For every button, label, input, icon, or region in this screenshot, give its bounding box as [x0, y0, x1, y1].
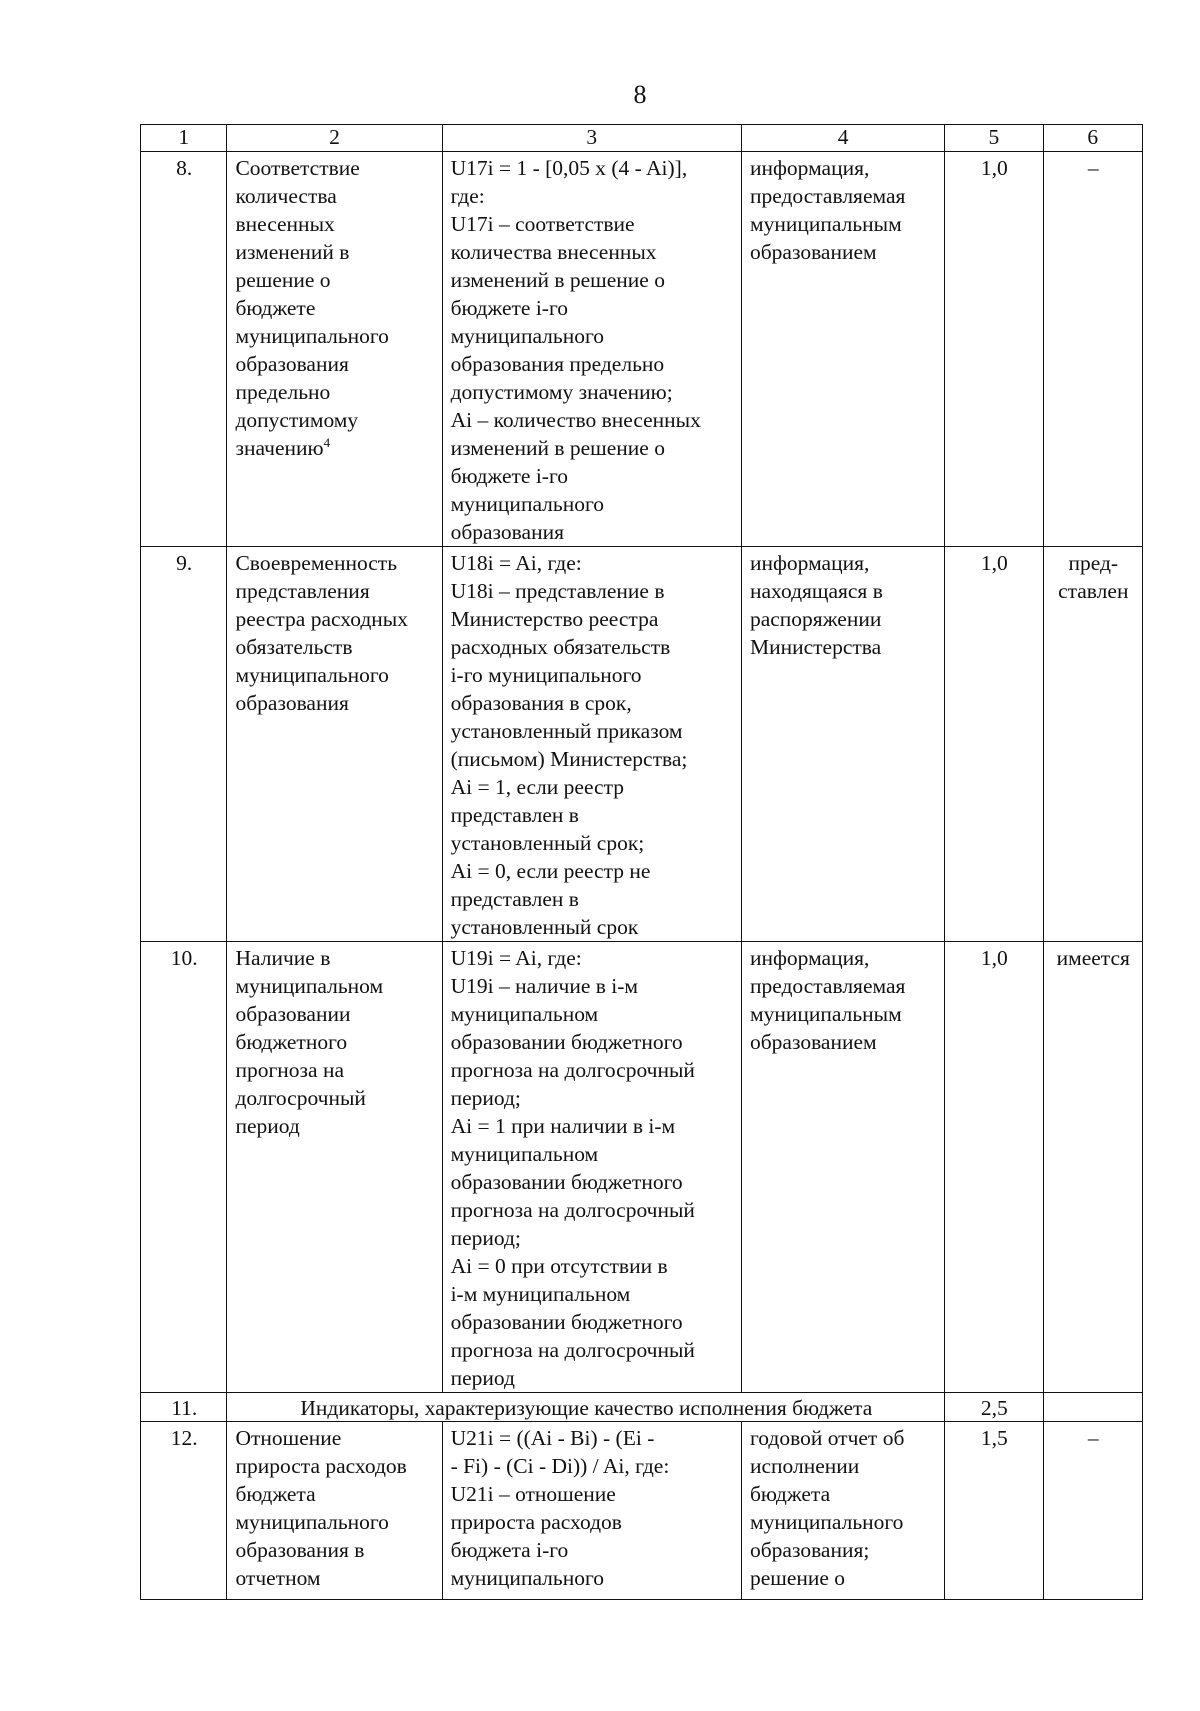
note-value: –: [1043, 1422, 1142, 1600]
weight-value: 2,5: [945, 1393, 1043, 1422]
data-source: годовой отчет об исполнении бюджета муниципального образования; решение о: [741, 1422, 944, 1600]
indicator-name: Наличие в муниципальном образовании бюджетного прогноза на долгосрочный период: [227, 942, 442, 1393]
note-value: [1043, 1393, 1142, 1422]
indicator-name: Отношение прироста расходов бюджета муниципального образования в отчетном: [227, 1422, 442, 1600]
note-value: имеется: [1043, 942, 1142, 1393]
indicator-name: Своевременность представления реестра расходных обязательств муниципального образования: [227, 547, 442, 942]
data-source: информация, предоставляемая муниципальным образованием: [741, 942, 944, 1393]
note-value: –: [1043, 152, 1142, 547]
column-header: 2: [227, 125, 442, 152]
footnote-marker: 4: [323, 435, 331, 450]
column-header: 5: [945, 125, 1043, 152]
weight-value: 1,0: [945, 152, 1043, 547]
table-header-row: [141, 125, 1143, 152]
note-value: пред- ставлен: [1043, 547, 1142, 942]
weight-value: 1,0: [945, 547, 1043, 942]
section-row: [141, 1393, 1143, 1422]
indicator-name: Соответствие количества внесенных изменений в решение о бюджете муниципального образования предельно допустимому значению$^4$: [227, 152, 442, 547]
indicator-formula: U21i = ((Ai - Bi) - (Ei - - Fi) - (Ci - Di)) / Ai, где: U21i – отношение прироста расходов бюджета i-го муниципального: [442, 1422, 741, 1600]
row-number: 8.: [141, 152, 227, 547]
data-source: информация, находящаяся в распоряжении Министерства: [741, 547, 944, 942]
row-number: 10.: [141, 942, 227, 1393]
indicator-formula: U18i = Ai, где: U18i – представление в Министерство реестра расходных обязательств i-го муниципального образования в срок, установленный приказом (письмом) Министерства; Ai = 1, если реестр представлен в установленный срок; Ai = 0, если реестр не представлен в установленный срок: [442, 547, 741, 942]
indicator-table: [140, 124, 1143, 1600]
data-source: информация, предоставляемая муниципальным образованием: [741, 152, 944, 547]
indicator-formula: U17i = 1 - [0,05 x (4 - Ai)], где: U17i – соответствие количества внесенных изменений в решение о бюджете i-го муниципального образования предельно допустимому значению; Ai – количество внесенных изменений в решение о бюджете i-го муниципального образования: [442, 152, 741, 547]
weight-value: 1,0: [945, 942, 1043, 1393]
row-number: 9.: [141, 547, 227, 942]
column-header: 6: [1043, 125, 1142, 152]
table-row: [141, 152, 1143, 547]
column-header: 3: [442, 125, 741, 152]
table-row: [141, 1422, 1143, 1600]
indicator-formula: U19i = Ai, где: U19i – наличие в i-м муниципальном образовании бюджетного прогноза на долгосрочный период; Ai = 1 при наличии в i-м муниципальном образовании бюджетного прогноза на долгосрочный период; Ai = 0 при отсутствии в i-м муниципальном образовании бюджетного прогноза на долгосрочный период: [442, 942, 741, 1393]
section-title: Индикаторы, характеризующие качество исполнения бюджета: [227, 1393, 945, 1422]
table-row: [141, 547, 1143, 942]
column-header: 1: [141, 125, 227, 152]
row-number: 12.: [141, 1422, 227, 1600]
column-header: 4: [741, 125, 944, 152]
row-number: 11.: [141, 1393, 227, 1422]
page-number: 8: [633, 80, 647, 109]
weight-value: 1,5: [945, 1422, 1043, 1600]
table-row: [141, 942, 1143, 1393]
